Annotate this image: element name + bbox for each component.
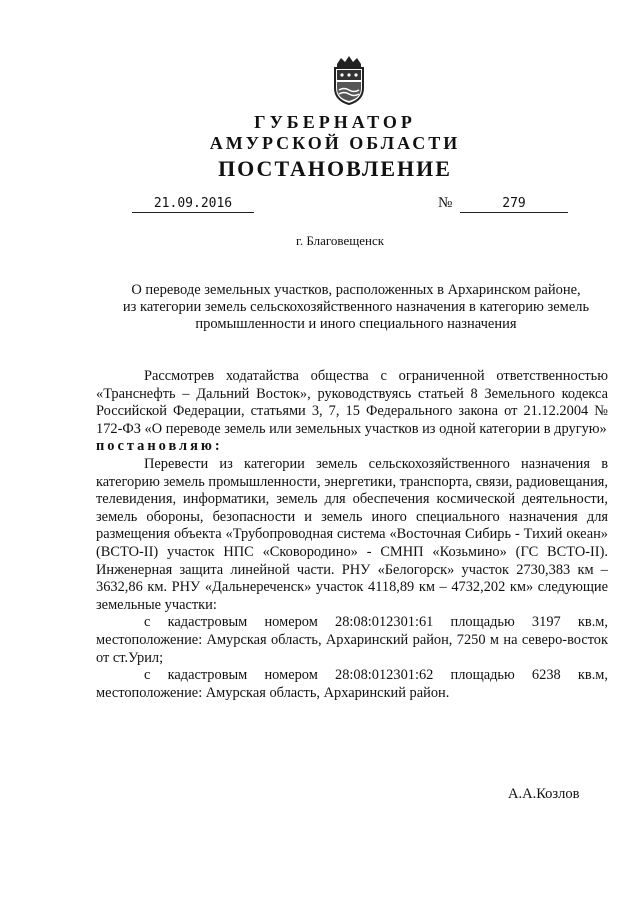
header-region: АМУРСКОЙ ОБЛАСТИ bbox=[209, 133, 461, 153]
main-paragraph: Перевести из категории земель сельскохозяйственного назначения в категорию земель промышленности, энергетики, транспорта, связи, радиовещания, телевидения, информатики, земель для обеспечения космической деятельности, земель обороны, безопасности и земель иного специального назначения для размещения объекта «Трубопроводная система «Восточная Сибирь - Тихий океан» (ВСТО-II) участок НПС «Сковородино» - СМНП «Козьмино» (ГС ВСТО-II). Инженерная защита линейной части. РНУ «Белогорск» участок 2730,383 км – 3632,86 км. РНУ «Дальнереченск» участок 4118,89 км – 4732,202 км» следующие земельные участки: bbox=[96, 455, 608, 613]
decree-word: постановляю: bbox=[96, 438, 223, 455]
title-line: О переводе земельных участков, расположенных в Архаринском районе, bbox=[131, 282, 581, 298]
document-date: 21.09.2016 bbox=[132, 196, 254, 213]
document-type: ПОСТАНОВЛЕНИЕ bbox=[218, 156, 452, 181]
title-line: промышленности и иного специального назначения bbox=[195, 316, 517, 332]
title-line: из категории земель сельскохозяйственного назначения в категорию земель bbox=[122, 299, 590, 315]
document-number: 279 bbox=[460, 196, 568, 213]
document-title bbox=[96, 282, 616, 333]
document-city: г. Благовещенск bbox=[295, 233, 385, 248]
coat-of-arms-icon bbox=[329, 54, 369, 106]
land-plot-item-2: с кадастровым номером 28:08:012301:62 площадью 6238 кв.м, местоположение: Амурская область, Архаринский район. bbox=[96, 667, 608, 701]
signature-name: А.А.Козлов bbox=[508, 786, 580, 802]
land-plot-item-1: с кадастровым номером 28:08:012301:61 площадью 3197 кв.м, местоположение: Амурская область, Архаринский район, 7250 м на северо-восток от ст.Урил; bbox=[96, 614, 608, 666]
preamble-paragraph: Рассмотрев ходатайства общества с ограниченной ответственностью «Транснефть – Дальний Восток», руководствуясь статьей 8 Земельного кодекса Российской Федерации, статьями 3, 7, 15 Федерального закона от 21.12.2004 № 172-ФЗ «О переводе земель или земельных участков из одной категории в другую» bbox=[96, 368, 608, 437]
header-governor: ГУБЕРНАТОР bbox=[254, 112, 416, 132]
number-label: № bbox=[438, 195, 453, 211]
document-body bbox=[96, 368, 608, 702]
